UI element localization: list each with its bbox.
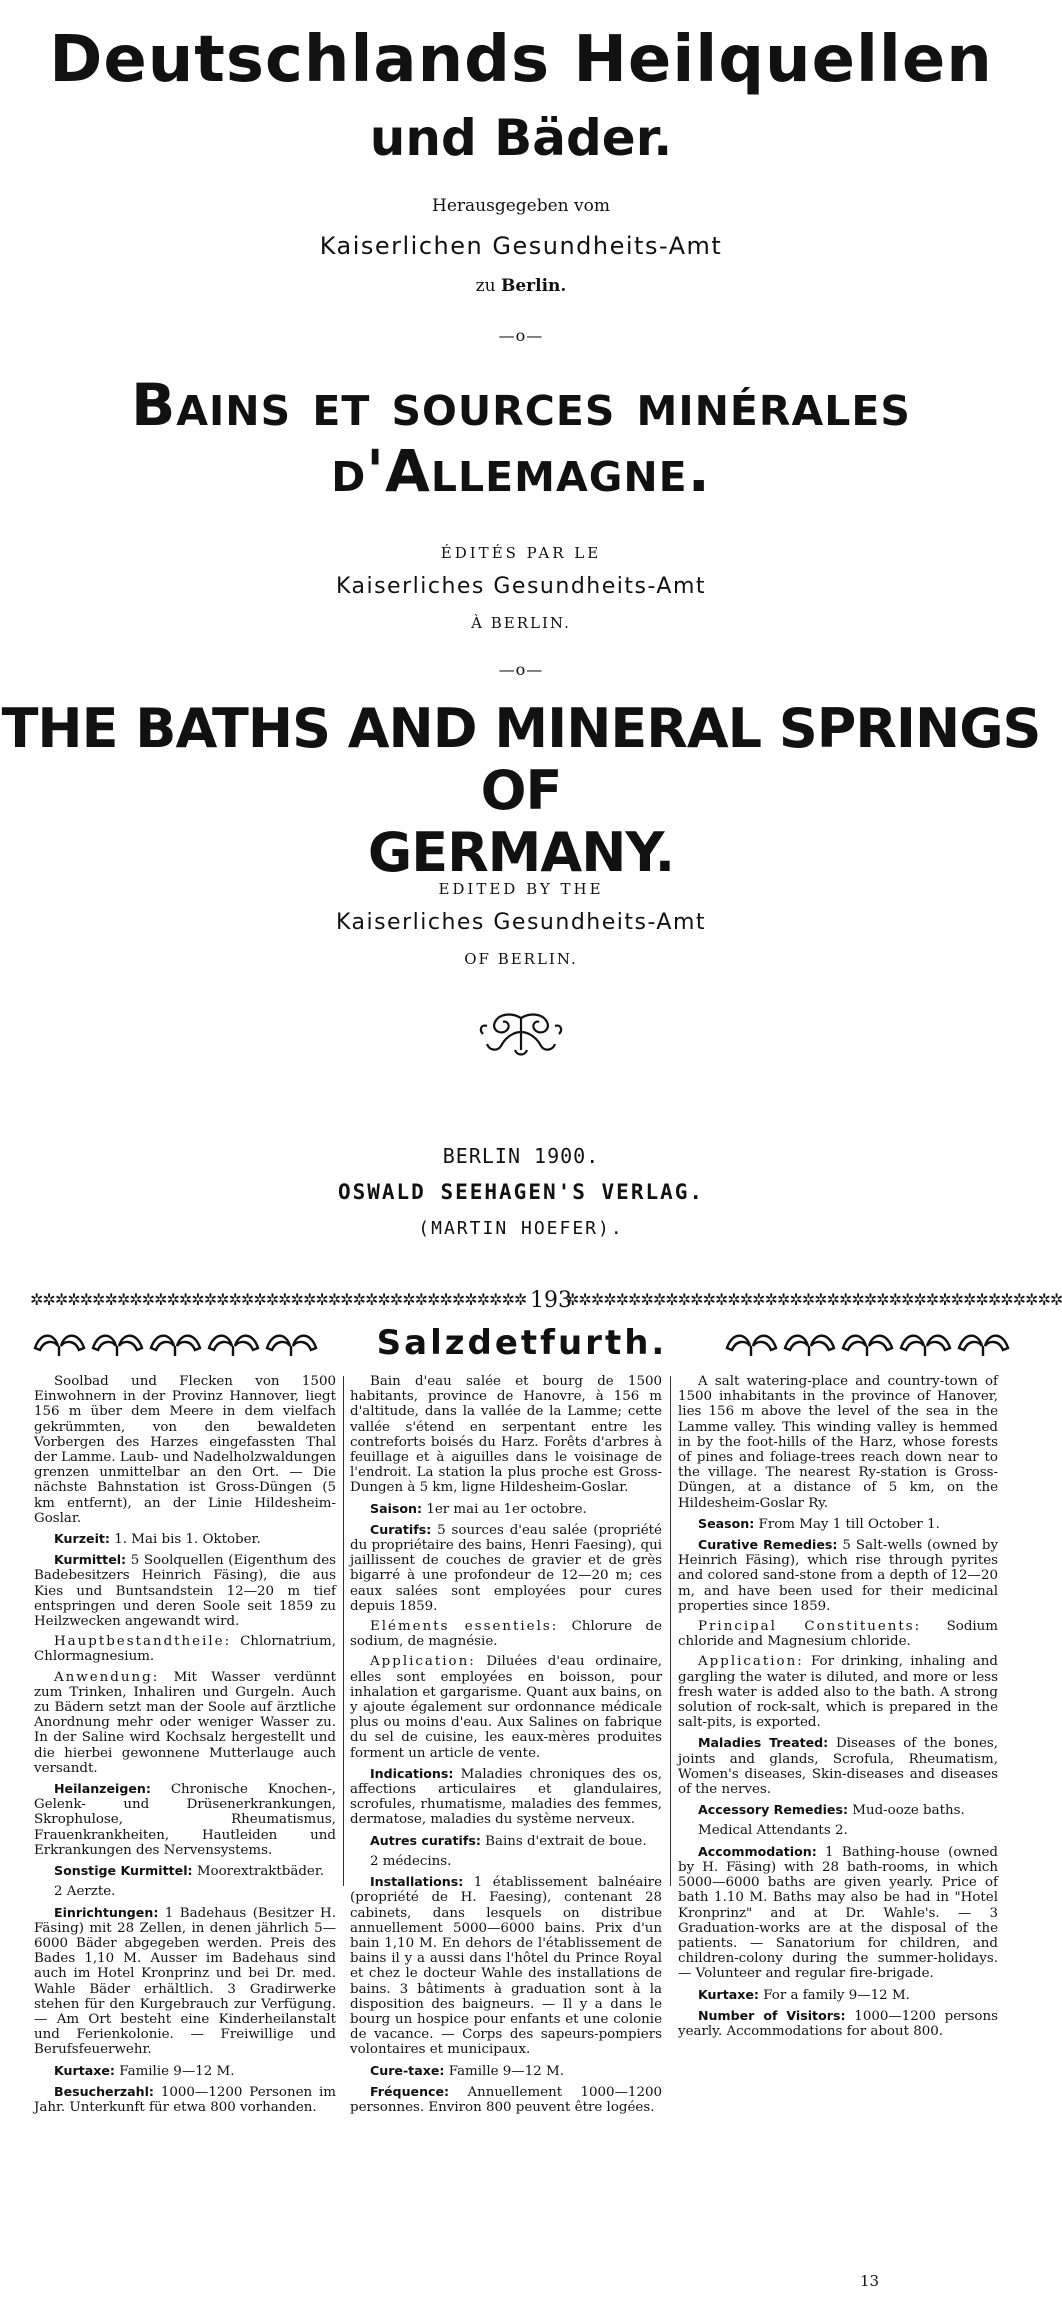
fr-application-label: Application: [370, 1654, 476, 1670]
en-curative [678, 1537, 998, 1614]
de-einrichtungen-text: 1 Badehaus (Besitzer H. Fäsing) mit 28 Zellen, in denen jährlich 5—6000 Bäder abgegeben werden. Preis des Bades 1,10 M. Ausser im Badehaus sind auch im Hotel Kronprinz und bei Dr. med. Wahle Bäder erhältlich. 3 Gradirwerke stehen für den Kurgebrauch zur Verfügung. — Am Ort besteht eine Kinderheilanstalt und Ferienkolonie. — Freiwillige und Berufsfeuerwehr. [34, 1905, 336, 2058]
de-einrichtungen [34, 1905, 336, 2058]
column-divider-1 [343, 1376, 344, 1886]
en-accessory-label: Accessory Remedies: [698, 1802, 848, 1818]
column-divider-2 [670, 1376, 671, 1886]
de-anwendung-text: Mit Wasser verdünnt zum Trinken, Inhaliren und Gurgeln. Auch zu Bädern setzt man der Soole auf ärztliche Anordnung mehr oder weniger Wasser zu. In der Saline wird Kochsalz hergestellt und die hierbei gewonnene Mutterlauge auch versandt. [34, 1669, 336, 1776]
en-curative-label: Curative Remedies: [698, 1537, 838, 1553]
de-haupt-text: Chlornatrium, Chlormagnesium. [34, 1634, 336, 1665]
en-application-text: For drinking, inhaling and gargling the water is diluted, and more or less fresh water is added also to the bath. A strong solution of rock-salt, which is prepared in the salt-pits, is exported. [678, 1654, 998, 1731]
de-heilanzeigen-text: Chronische Knochen-, Gelenk- und Drüsenerkrankungen, Skrophulose, Rheumatismus, Frauenkrankheiten, Hautleiden und Erkrankungen des Nervensystems. [34, 1782, 336, 1858]
imprint-owner: (MARTIN HOEFER). [418, 1218, 624, 1239]
fr-indications-text: Maladies chroniques des os, affections articulaires et glandulaires, scrofules, rhumatisme, maladies des femmes, dermatose, maladies du système nerveux. [350, 1766, 662, 1828]
de-kurzeit-label: Kurzeit: [54, 1531, 110, 1547]
de-heilanzeigen-label: Heilanzeigen: [54, 1781, 151, 1797]
en-kurtaxe-text: For a family 9—12 M. [763, 1987, 910, 2003]
fr-elements-text: Chlorure de sodium, de magnésie. [350, 1619, 662, 1650]
page-number-bottom: 13 [860, 2272, 880, 2290]
fr-elements-label: Eléments essentiels: [370, 1619, 559, 1635]
german-place [0, 276, 1042, 296]
fr-autres-text: Bains d'extrait de boue. [485, 1833, 647, 1849]
separator-2: —o— [498, 660, 544, 679]
fr-cure-label: Cure-taxe: [370, 2062, 445, 2078]
en-accommodation-label: Accommodation: [698, 1843, 817, 1859]
german-publisher: Kaiserlichen Gesundheits-Amt [319, 232, 723, 260]
de-sonstige-label: Sonstige Kurmittel: [54, 1863, 193, 1879]
de-kurtaxe-text: Familie 9—12 M. [119, 2063, 235, 2079]
french-edited-by: ÉDITÉS PAR LE [440, 544, 602, 562]
de-kurmittel-label: Kurmittel: [54, 1552, 127, 1568]
en-principal-label: Principal Constituents: [698, 1619, 922, 1635]
de-kurzeit [34, 1531, 336, 1547]
english-edited-by: EDITED BY THE [438, 880, 604, 898]
en-maladies-label: Maladies Treated: [698, 1735, 829, 1751]
german-title-line1: Deutschlands Heilquellen [49, 23, 993, 97]
leaf-ornament-right-icon [722, 1326, 1012, 1360]
de-sonstige [34, 1863, 336, 1879]
de-kurmittel [34, 1552, 336, 1629]
de-einrichtungen-label: Einrichtungen: [54, 1904, 159, 1920]
de-sonstige-text: Moorextraktbäder. [196, 1864, 325, 1880]
fr-autres-label: Autres curatifs: [370, 1832, 481, 1848]
en-principal [678, 1619, 998, 1649]
en-kurtaxe [678, 1987, 998, 2003]
fr-freq-label: Fréquence: [370, 2083, 450, 2099]
french-place: À BERLIN. [471, 614, 571, 632]
column-french [350, 1374, 662, 2120]
en-intro: A salt watering-place and country-town of 1500 inhabitants in the province of Hanover, lies 156 m above the level of the sea in the Lamme valley. This winding valley is hemmed in by the foot-hills of the Harz, whose forests of pines and foliage-trees reach down near to the village. The nearest Ry-station is Gross-Düngen, at a distance of 5 km, on the Hildesheim-Goslar Ry. [678, 1374, 998, 1511]
de-aerzte: 2 Aerzte. [54, 1884, 116, 1900]
imprint-city-year: BERLIN 1900. [442, 1144, 600, 1168]
fr-saison-text: 1er mai au 1er octobre. [426, 1501, 587, 1517]
column-english [678, 1374, 998, 2044]
fr-curatifs-label: Curatifs: [370, 1521, 432, 1537]
de-haupt [34, 1634, 336, 1664]
de-anwendung [34, 1670, 336, 1776]
page-header-border [30, 1288, 1062, 1316]
french-publisher: Kaiserliches Gesundheits-Amt [335, 574, 707, 599]
french-title-line2: d'Allemagne. [331, 437, 711, 505]
fr-cure [350, 2063, 662, 2079]
english-title [0, 698, 1042, 884]
fr-install [350, 1874, 662, 2057]
de-besucher [34, 2084, 336, 2115]
fr-saison-label: Saison: [370, 1500, 423, 1516]
de-kurtaxe [34, 2063, 336, 2079]
english-title-line2: GERMANY. [367, 821, 675, 884]
star-border-right: ✲✲✲✲✲✲✲✲✲✲✲✲✲✲✲✲✲✲✲✲✲✲✲✲✲✲✲✲✲✲✲✲✲✲✲✲✲✲✲✲ [566, 1290, 1062, 1309]
german-edited-by: Herausgegeben vom [432, 196, 610, 216]
en-maladies [678, 1735, 998, 1797]
en-application [678, 1654, 998, 1730]
fr-freq [350, 2084, 662, 2115]
ornament-icon [471, 1010, 571, 1060]
en-kurtaxe-label: Kurtaxe: [698, 1986, 759, 2002]
german-place-prefix: zu [475, 276, 496, 296]
page-number-top: 193 [530, 1288, 572, 1313]
section-heading-row [30, 1320, 1012, 1370]
en-accommodation [678, 1844, 998, 1982]
en-season-label: Season: [698, 1515, 755, 1531]
en-accommodation-text: 1 Bathing-house (owned by H. Fäsing) with 28 bath-rooms, in which 5000—6000 baths are given yearly. Price of bath 1.10 M. Baths may also be had in "Hotel Kronprinz" and at Dr. Wahle's. — 3 Graduation-works are at the disposal of the patients. — Sanatorium for children, and children-colony during the summer-holidays. — Volunteer and regular fire-brigade. [678, 1844, 998, 1982]
fr-autres [350, 1833, 662, 1849]
en-season-text: From May 1 till October 1. [758, 1516, 940, 1532]
en-curative-text: 5 Salt-wells (owned by Heinrich Fäsing), which rise through pyrites and colored sand-stone from a depth of 12—20 m, and have been used for their medicinal properties since 1859. [678, 1538, 999, 1614]
fr-medecins: 2 médecins. [370, 1853, 452, 1869]
english-title-line1: THE BATHS AND MINERAL SPRINGS OF [1, 697, 1041, 822]
french-title-line1: Bains et sources minérales [131, 371, 911, 439]
fr-curatifs-text: 5 sources d'eau salée (propriété du propriétaire des bains, Henri Faesing), qui jaillissent de couches de gravier et de grès bigarré à une profondeur de 12—20 m; ces eaux salées sont employées pour cures depuis 1859. [350, 1522, 662, 1614]
en-accessory [678, 1802, 998, 1818]
de-besucher-label: Besucherzahl: [54, 2083, 154, 2099]
leaf-ornament-left-icon [30, 1326, 320, 1360]
french-title [0, 372, 1042, 504]
english-publisher: Kaiserliches Gesundheits-Amt [335, 910, 707, 935]
fr-indications-label: Indications: [370, 1765, 454, 1781]
de-kurtaxe-label: Kurtaxe: [54, 2062, 115, 2078]
en-maladies-text: Diseases of the bones, joints and glands, Scrofula, Rheumatism, Women's diseases, Skin-diseases and diseases of the nerves. [678, 1736, 999, 1798]
fr-curatifs [350, 1522, 662, 1614]
fr-application [350, 1654, 662, 1760]
en-application-label: Application: [698, 1654, 804, 1670]
en-accessory-text: Mud-ooze baths. [852, 1803, 965, 1819]
section-title: Salzdetfurth. [376, 1323, 668, 1363]
en-principal-text: Sodium chloride and Magnesium chloride. [678, 1619, 998, 1650]
fr-install-text: 1 établissement balnéaire (propriété de H. Faesing), contenant 28 cabinets, dans lesquels on distribue annuellement 5000—6000 bains. Prix d'un bain 1,10 M. En dehors de l'établissement de bains il y a aussi dans l'hôtel du Prince Royal et chez le docteur Wahle des installations de bains. 3 bâtiments à graduation sont à la disposition des baigneurs. — Il y a dans le bourg un hospice pour enfants et une colonie de vacance. — Corps des sapeurs-pompiers volontaires et municipaux. [350, 1875, 662, 2058]
fr-application-text: Diluées d'eau ordinaire, elles sont employées en boisson, pour inhalation et gargarisme. Quant aux bains, on y ajoute également sur ordonnance médicale plus ou moins d'eau. Aux Salines on fabrique du sel de cuisine, les eaux-mères produites forment un article de vente. [350, 1654, 662, 1761]
fr-intro: Bain d'eau salée et bourg de 1500 habitants, province de Hanovre, à 156 m d'altitude, dans la vallée de la Lamme; cette vallée s'étend en serpentant entre les contreforts boisés du Harz. Forêts d'arbres à feuillage et à aiguilles dans le voisinage de l'endroit. La station la plus proche est Gross-Dungen à 5 km, ligne Hildesheim-Goslar. [350, 1374, 662, 1496]
en-season [678, 1516, 998, 1532]
english-place: OF BERLIN. [464, 950, 578, 968]
fr-install-label: Installations: [370, 1874, 464, 1890]
en-visitors [678, 2008, 998, 2039]
de-heilanzeigen [34, 1781, 336, 1858]
en-visitors-label: Number of Visitors: [698, 2007, 846, 2023]
star-border-left: ✲✲✲✲✲✲✲✲✲✲✲✲✲✲✲✲✲✲✲✲✲✲✲✲✲✲✲✲✲✲✲✲✲✲✲✲✲✲✲✲ [30, 1290, 527, 1309]
german-place-city: Berlin. [500, 276, 567, 296]
de-anwendung-label: Anwendung: [54, 1669, 160, 1685]
column-german [34, 1374, 336, 2120]
de-kurmittel-text: 5 Soolquellen (Eigenthum des Badebesitzers Heinrich Fäsing), die aus Kies und Buntsandstein 12—20 m tief entspringen und deren Soole seit 1859 zu Heilzwecken angewandt wird. [34, 1553, 336, 1630]
de-kurzeit-text: 1. Mai bis 1. Oktober. [114, 1532, 261, 1548]
de-haupt-label: Hauptbestandtheile: [54, 1634, 232, 1650]
de-besucher-text: 1000—1200 Personen im Jahr. Unterkunft für etwa 800 vorhanden. [34, 2084, 336, 2115]
german-title-line2: und Bäder. [369, 109, 673, 167]
fr-cure-text: Famille 9—12 M. [448, 2063, 564, 2079]
fr-freq-text: Annuellement 1000—1200 personnes. Environ 800 peuvent être logées. [350, 2084, 662, 2115]
en-visitors-text: 1000—1200 persons yearly. Accommodations for about 800. [678, 2008, 998, 2039]
separator-1: —o— [498, 326, 544, 345]
fr-elements [350, 1619, 662, 1649]
imprint-house: OSWALD SEEHAGEN'S VERLAG. [337, 1180, 705, 1204]
en-medical: Medical Attendants 2. [698, 1823, 848, 1839]
de-intro: Soolbad und Flecken von 1500 Einwohnern in der Provinz Hannover, liegt 156 m über dem Meere in dem vielfach gekrümmten, von den bewaldeten Vorbergen des Harzes eingefassten Thal der Lamme. Laub- und Nadelholzwaldungen grenzen unmittelbar an den Ort. — Die nächste Bahnstation ist Gross-Düngen (5 km entfernt), an der Linie Hildesheim-Goslar. [34, 1374, 336, 1526]
fr-saison [350, 1501, 662, 1517]
fr-indications [350, 1766, 662, 1828]
